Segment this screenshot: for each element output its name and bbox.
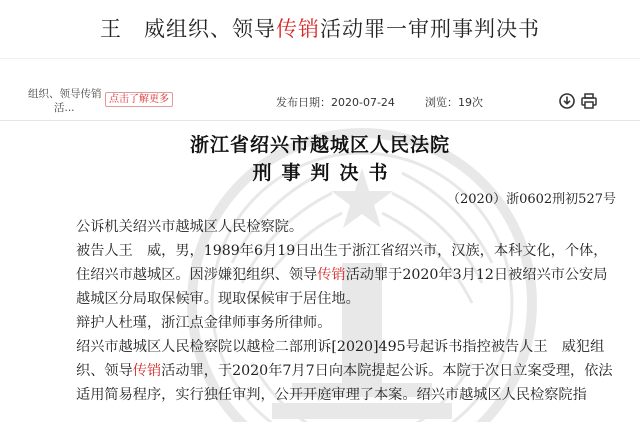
meta-bar xyxy=(0,86,640,116)
court-name: 浙江省绍兴市越城区人民法院 xyxy=(189,134,450,156)
title-text-before: 王 威组织、领导 xyxy=(100,17,276,41)
case-number: （2020）浙0602刑初527号 xyxy=(447,192,616,207)
paragraph-defender xyxy=(48,311,618,335)
paragraph-text: 公诉机关绍兴市越城区人民检察院。 xyxy=(76,219,304,235)
paragraph-defendant xyxy=(48,239,618,311)
judgment-document xyxy=(0,121,640,422)
document-type: 刑事判决书 xyxy=(252,162,398,184)
keyword-highlight[interactable]: 传销 xyxy=(317,267,346,283)
paragraph-text: 辩护人杜瑾，浙江点金律师事务所律师。 xyxy=(76,315,332,331)
case-name[interactable] xyxy=(28,87,113,115)
learn-more-tag[interactable]: 点击了解更多 xyxy=(105,92,173,107)
print-icon[interactable] xyxy=(580,92,598,110)
view-count: 浏览：19次 xyxy=(425,96,483,109)
title-text-after: 活动罪一审刑事判决书 xyxy=(320,17,540,41)
title-highlight[interactable]: 传销 xyxy=(276,17,320,41)
title-divider xyxy=(0,58,640,59)
text-span: 活动罪于2020年3月12日被绍兴市公安局越城区分局取保候审。现取保候审于居住地。 xyxy=(76,267,608,307)
paragraph-charge xyxy=(48,335,618,407)
paragraph-text xyxy=(48,335,618,407)
case-name-line1: 组织、领导传销 xyxy=(28,88,102,100)
text-span: 绍兴市越城区人民检察院以越检二部刑诉[2020]495号起诉书指控被告人王 威犯组织、领导 xyxy=(76,339,605,379)
case-name-line2: 活... xyxy=(54,102,75,114)
download-icon[interactable] xyxy=(558,92,576,110)
text-span: 被告人王 威，男，1989年6月19日出生于浙江省绍兴市，汉族，本科文化，个体，住绍兴市越城区。因涉嫌犯组织、领导 xyxy=(76,243,608,283)
paragraph-text xyxy=(48,239,618,311)
paragraph-prosecutor xyxy=(48,215,618,239)
document-title xyxy=(0,0,640,56)
publish-date: 发布日期：2020-07-24 xyxy=(276,96,395,109)
keyword-highlight[interactable]: 传销 xyxy=(132,363,162,379)
text-span: 活动罪，于2020年7月7日向本院提起公诉。本院于次日立案受理，依法适用简易程序，实行独任审判，公开开庭审理了本案。绍兴市越城区人民检察院指 xyxy=(76,363,613,403)
